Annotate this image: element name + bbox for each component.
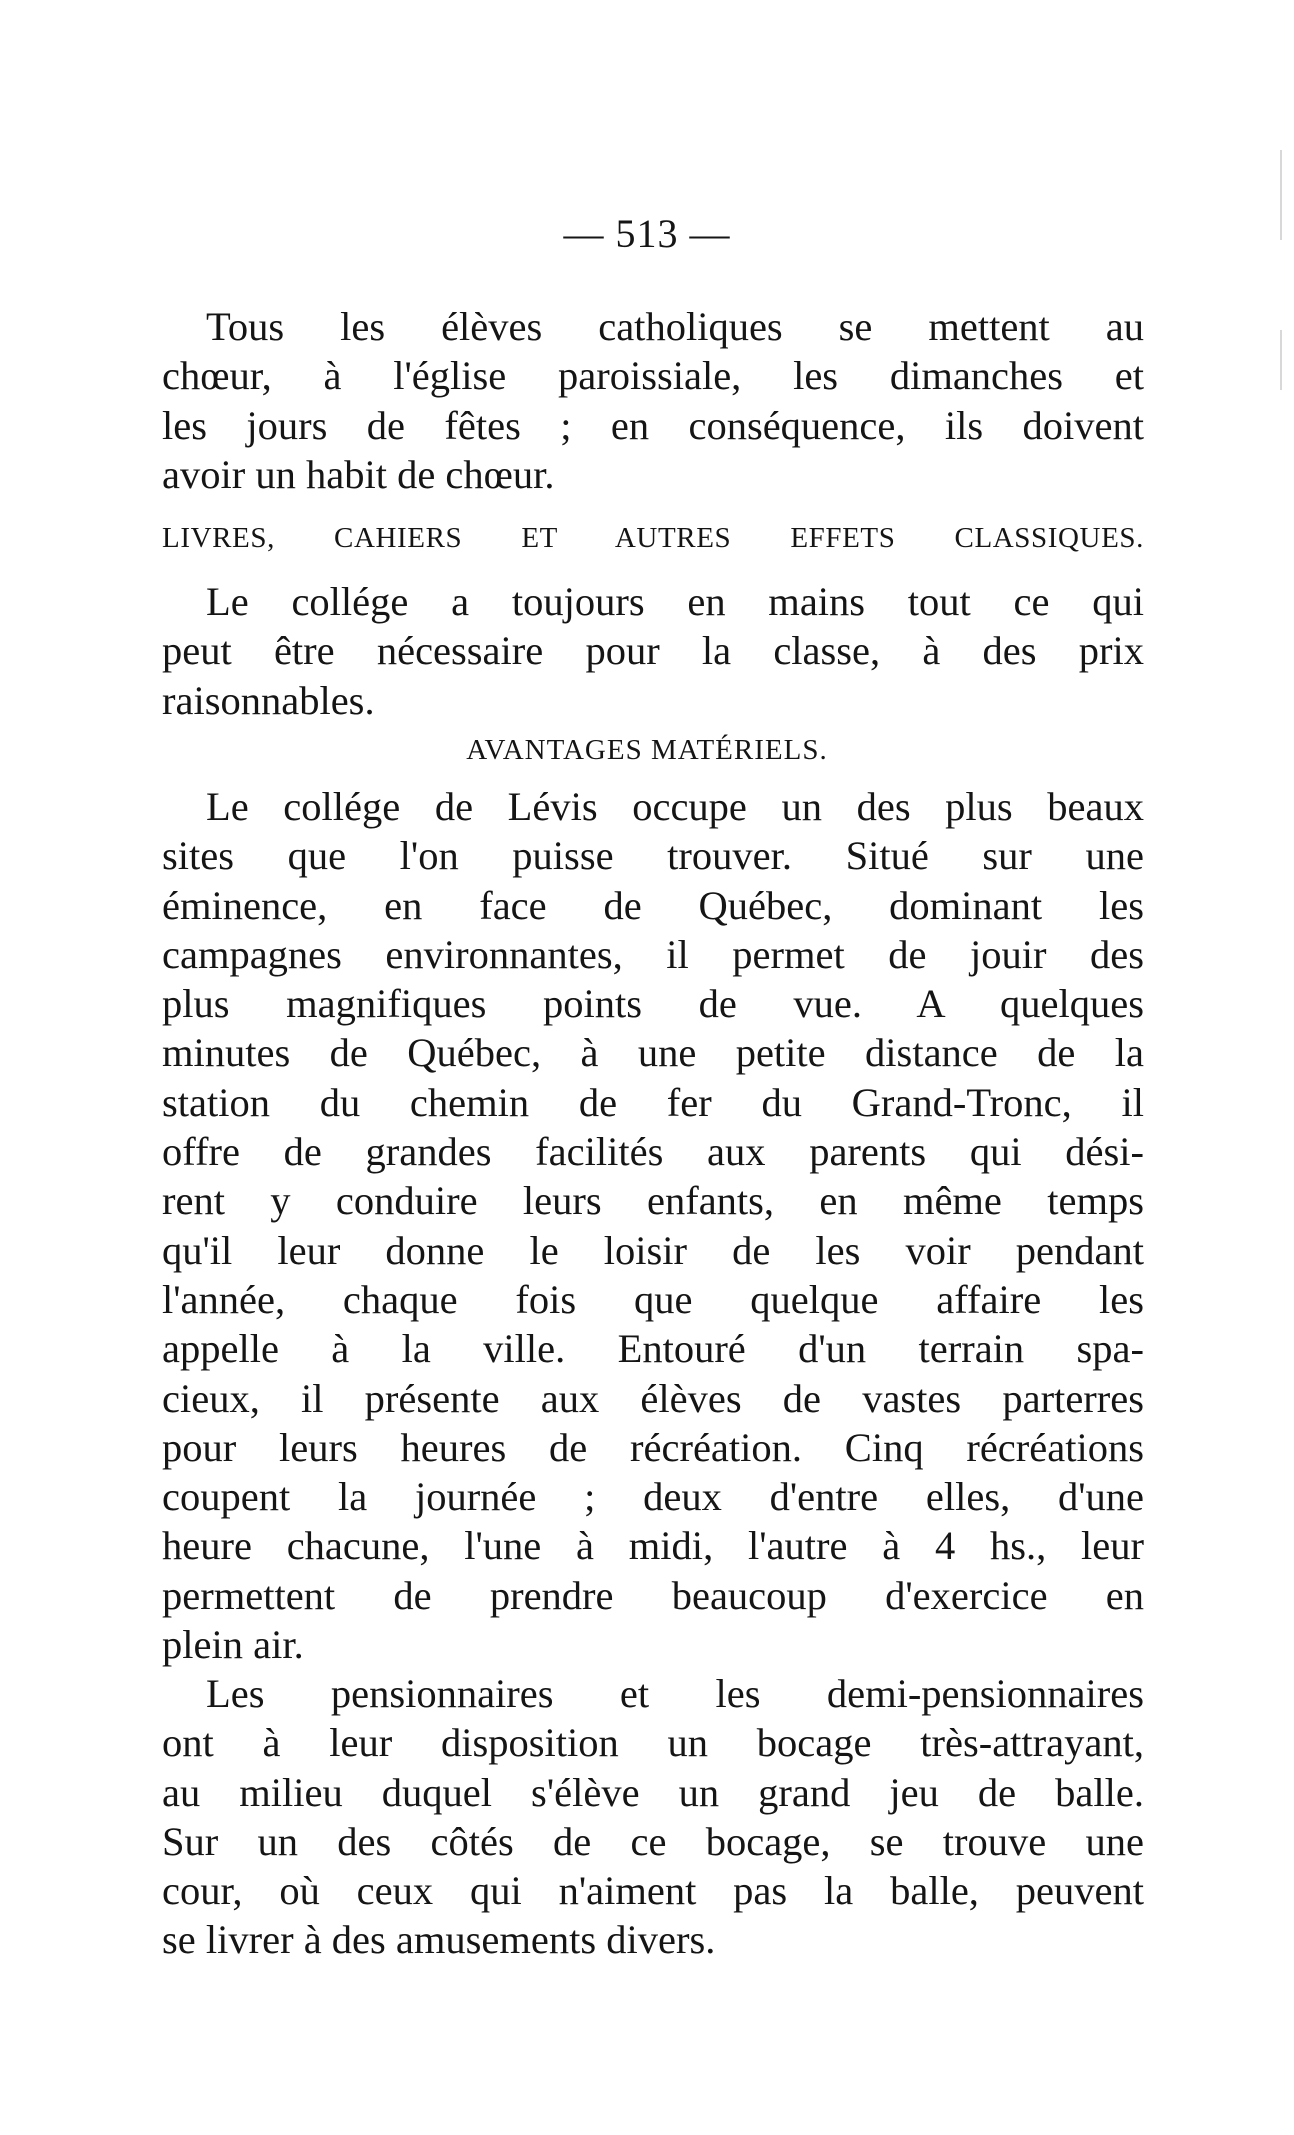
text-line: se livrer à des amusements divers. — [162, 1917, 716, 1963]
text-line: campagnes environnantes, il permet de jouir des — [162, 931, 1144, 977]
text-line: Les pensionnaires et les demi-pensionnaires — [206, 1671, 1144, 1716]
paragraph-advantages — [162, 782, 1144, 1669]
paragraph-choir — [162, 302, 1144, 499]
text-line: Le collége a toujours en mains tout ce qui — [206, 579, 1144, 624]
text-line: permettent de prendre beaucoup d'exercice en — [162, 1572, 1144, 1618]
text-line: plus magnifiques points de vue. A quelques — [162, 981, 1144, 1027]
text-line: minutes de Québec, à une petite distance de la — [162, 1030, 1144, 1076]
text-line: cieux, il présente aux élèves de vastes parterres — [162, 1375, 1144, 1421]
paragraph-books — [162, 577, 1144, 725]
text-line: éminence, en face de Québec, dominant les — [162, 882, 1144, 928]
section-heading-avantages: AVANTAGES MATÉRIELS. — [466, 734, 828, 766]
scan-edge-mark — [1280, 330, 1282, 390]
text-line: ont à leur disposition un bocage très-attrayant, — [162, 1720, 1144, 1766]
text-line: l'année, chaque fois que quelque affaire les — [162, 1276, 1144, 1322]
text-line: plein air. — [162, 1622, 304, 1668]
text-line: rent y conduire leurs enfants, en même temps — [162, 1178, 1144, 1224]
text-line: station du chemin de fer du Grand-Tronc, il — [162, 1079, 1144, 1125]
text-line: sites que l'on puisse trouver. Situé sur une — [162, 833, 1144, 879]
text-line: appelle à la ville. Entouré d'un terrain spa- — [162, 1326, 1144, 1372]
text-line: heure chacune, l'une à midi, l'autre à 4 hs., leur — [162, 1523, 1144, 1569]
text-line: les jours de fêtes ; en conséquence, ils doivent — [162, 402, 1144, 448]
text-line: coupent la journée ; deux d'entre elles, d'une — [162, 1474, 1144, 1520]
text-line: Le collége de Lévis occupe un des plus beaux — [206, 784, 1144, 829]
page-number: — 513 — — [563, 211, 731, 256]
text-line: chœur, à l'église paroissiale, les dimanches et — [162, 353, 1144, 399]
text-line: peut être nécessaire pour la classe, à des prix — [162, 628, 1144, 674]
section-heading-livres: LIVRES, CAHIERS ET AUTRES EFFETS CLASSIQUES. — [162, 522, 1144, 554]
text-line: pour leurs heures de récréation. Cinq récréations — [162, 1424, 1144, 1470]
text-line: cour, où ceux qui n'aiment pas la balle, peuvent — [162, 1868, 1144, 1914]
text-line: Sur un des côtés de ce bocage, se trouve une — [162, 1818, 1144, 1864]
text-line: Tous les élèves catholiques se mettent au — [206, 304, 1144, 349]
text-line: raisonnables. — [162, 677, 375, 723]
text-line: avoir un habit de chœur. — [162, 451, 555, 497]
text-line: qu'il leur donne le loisir de les voir pendant — [162, 1227, 1144, 1273]
text-line: offre de grandes facilités aux parents qui dési- — [162, 1129, 1144, 1175]
text-line: au milieu duquel s'élève un grand jeu de balle. — [162, 1769, 1144, 1815]
paragraph-grounds — [162, 1669, 1144, 1965]
